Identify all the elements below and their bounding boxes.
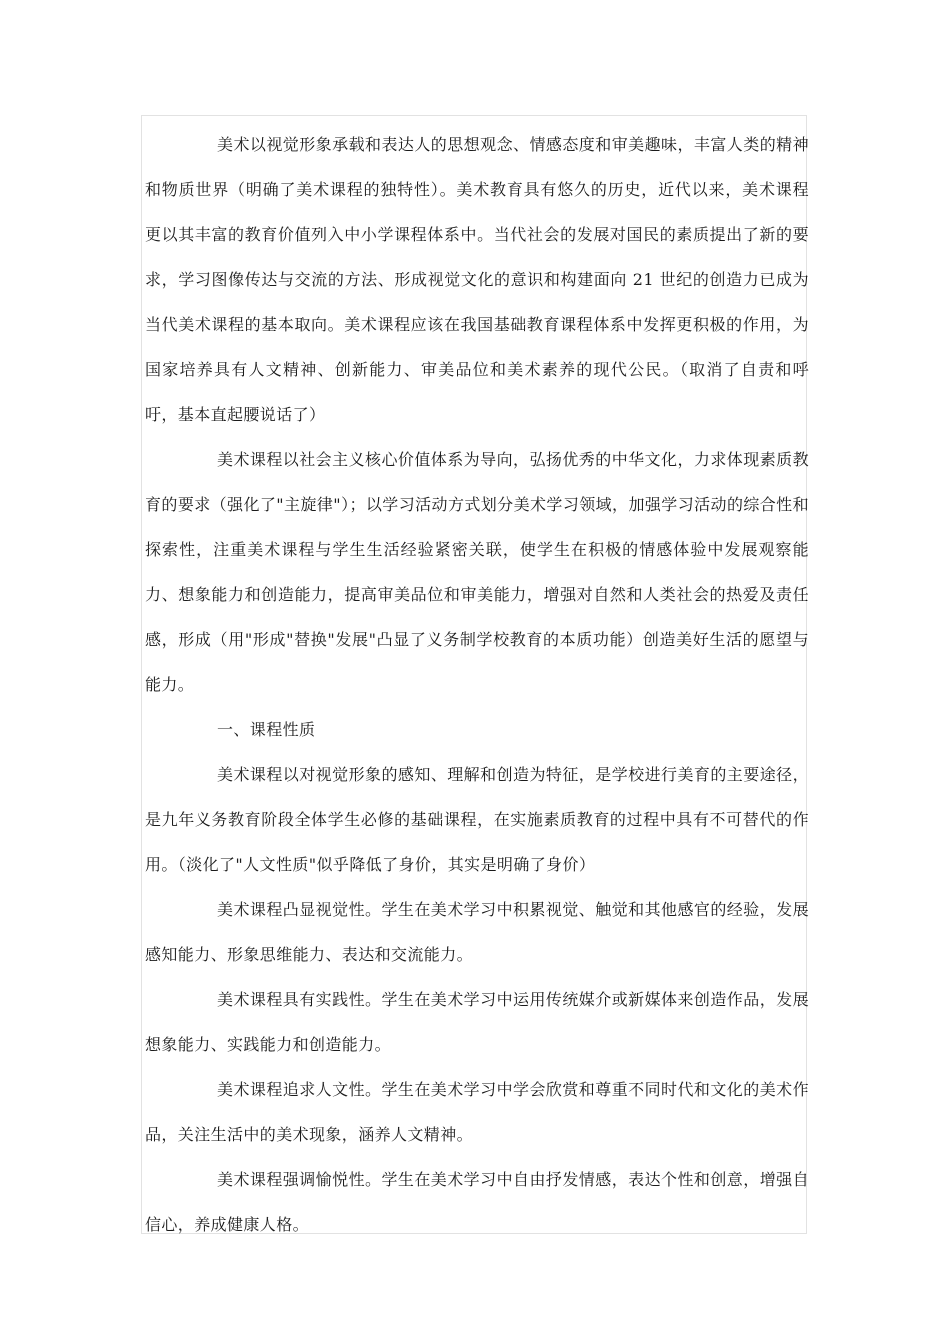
document-body xyxy=(145,122,809,1247)
section-paragraph-5: 美术课程强调愉悦性。学生在美术学习中自由抒发情感，表达个性和创意，增强自信心，养成健康人格。 xyxy=(145,1170,809,1234)
section-paragraph-2: 美术课程凸显视觉性。学生在美术学习中积累视觉、触觉和其他感官的经验，发展感知能力、形象思维能力、表达和交流能力。 xyxy=(145,900,809,964)
intro-paragraph-1: 美术以视觉形象承载和表达人的思想观念、情感态度和审美趣味，丰富人类的精神和物质世界（明确了美术课程的独特性）。美术教育具有悠久的历史，近代以来，美术课程更以其丰富的教育价值列入中小学课程体系中。当代社会的发展对国民的素质提出了新的要求，学习图像传达与交流的方法、形成视觉文化的意识和构建面向 21 世纪的创造力已成为当代美术课程的基本取向。美术课程应该在我国基础教育课程体系中发挥更积极的作用，为国家培养具有人文精神、创新能力、审美品位和美术素养的现代公民。（取消了自责和呼吁，基本直起腰说话了） xyxy=(145,135,809,424)
section-paragraph-3: 美术课程具有实践性。学生在美术学习中运用传统媒介或新媒体来创造作品，发展想象能力、实践能力和创造能力。 xyxy=(145,990,809,1054)
intro-paragraph-2: 美术课程以社会主义核心价值体系为导向，弘扬优秀的中华文化，力求体现素质教育的要求（强化了"主旋律"）；以学习活动方式划分美术学习领域，加强学习活动的综合性和探索性，注重美术课程与学生生活经验紧密关联，使学生在积极的情感体验中发展观察能力、想象能力和创造能力，提高审美品位和审美能力，增强对自然和人类社会的热爱及责任感，形成（用"形成"替换"发展"凸显了义务制学校教育的本质功能）创造美好生活的愿望与能力。 xyxy=(145,450,809,694)
section-heading: 一、课程性质 xyxy=(217,720,316,739)
section-paragraph-1: 美术课程以对视觉形象的感知、理解和创造为特征，是学校进行美育的主要途径，是九年义务教育阶段全体学生必修的基础课程，在实施素质教育的过程中具有不可替代的作用。（淡化了"人文性质"似乎降低了身价，其实是明确了身价） xyxy=(145,765,809,874)
section-paragraph-4: 美术课程追求人文性。学生在美术学习中学会欣赏和尊重不同时代和文化的美术作品，关注生活中的美术现象，涵养人文精神。 xyxy=(145,1080,809,1144)
